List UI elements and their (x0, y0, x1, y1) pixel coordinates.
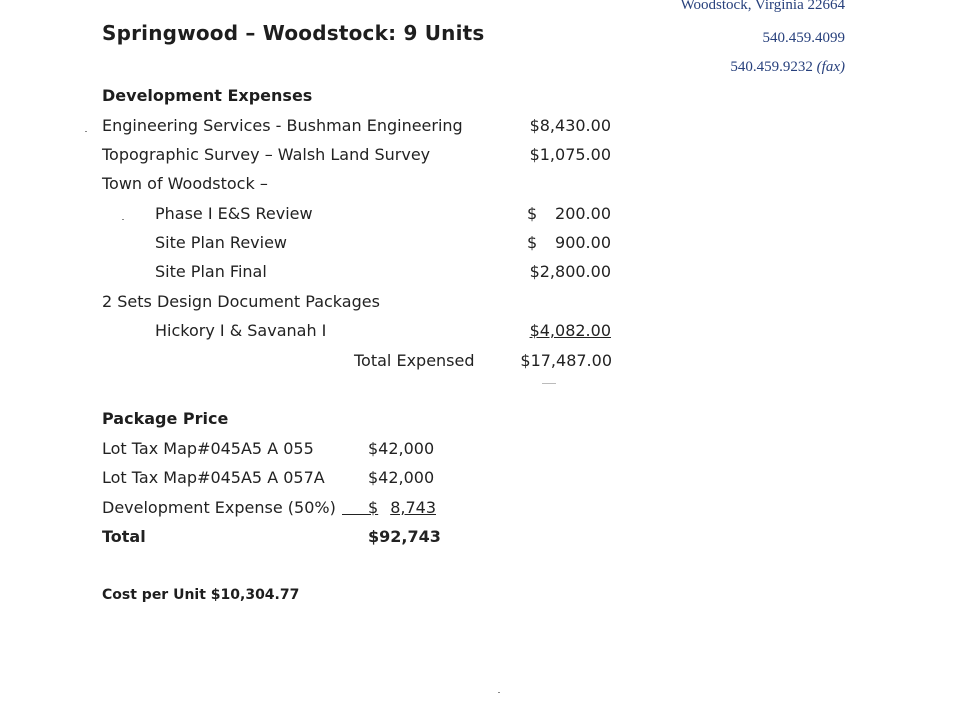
currency-symbol: $ (527, 204, 538, 223)
expense-row (0, 233, 960, 255)
expense-amount: $1,075.00 (529, 145, 611, 164)
package-amount (368, 498, 436, 517)
expense-label: Site Plan Final (155, 262, 267, 281)
total-expensed-row (0, 351, 960, 373)
expense-row (0, 262, 960, 284)
cost-per-unit: Cost per Unit $10,304.77 (102, 587, 300, 603)
package-amount: $42,000 (368, 439, 435, 458)
package-row (0, 498, 960, 520)
package-amount: $42,000 (368, 468, 435, 487)
package-total-row (0, 527, 960, 549)
amount-value: 900.00 (555, 233, 611, 252)
scan-speck (122, 219, 124, 220)
fax-label: (fax) (816, 59, 845, 75)
expense-label: Hickory I & Savanah I (155, 321, 327, 340)
currency-symbol: $ (368, 498, 379, 517)
fax-number: 540.459.9232 (730, 59, 813, 75)
expense-label: Site Plan Review (155, 233, 288, 252)
expense-label: Phase I E&S Review (155, 204, 313, 223)
expense-amount: $2,800.00 (529, 262, 611, 281)
currency-symbol: $ (527, 233, 538, 252)
expense-amount (527, 204, 611, 223)
expense-row (0, 292, 960, 314)
expense-label: 2 Sets Design Document Packages (102, 292, 380, 311)
package-price-heading: Package Price (102, 409, 229, 428)
scan-speck (498, 692, 500, 693)
total-expensed-label: Total Expensed (354, 351, 475, 370)
expense-row (0, 145, 960, 167)
amount-value: 8,743 (390, 498, 436, 517)
document-title: Springwood – Woodstock: 9 Units (102, 21, 485, 45)
underline-leader (342, 514, 368, 515)
package-label: Lot Tax Map#045A5 A 055 (102, 439, 314, 458)
package-row (0, 468, 960, 490)
expense-row (0, 174, 960, 196)
package-total-label: Total (102, 527, 146, 546)
expense-row (0, 116, 960, 138)
package-label: Lot Tax Map#045A5 A 057A (102, 468, 325, 487)
scan-speck (542, 383, 556, 384)
expense-label: Engineering Services - Bushman Engineering (102, 116, 463, 135)
total-expensed-amount: $17,487.00 (520, 351, 612, 370)
package-label: Development Expense (50%) (102, 498, 336, 517)
expense-row (0, 321, 960, 343)
development-expenses-heading: Development Expenses (102, 86, 313, 105)
expense-amount: $8,430.00 (529, 116, 611, 135)
amount-value: 200.00 (555, 204, 611, 223)
expense-amount (527, 233, 611, 252)
scan-speck (85, 131, 87, 132)
package-total-amount: $92,743 (368, 527, 441, 546)
letterhead-address: Woodstock, Virginia 22664 (680, 0, 845, 13)
letterhead-phone: 540.459.4099 (762, 30, 845, 46)
expense-row (0, 204, 960, 226)
package-row (0, 439, 960, 461)
expense-label: Topographic Survey – Walsh Land Survey (102, 145, 431, 164)
expense-amount: $4,082.00 (529, 321, 611, 340)
expense-label: Town of Woodstock – (102, 174, 268, 193)
letterhead-fax (730, 59, 845, 76)
